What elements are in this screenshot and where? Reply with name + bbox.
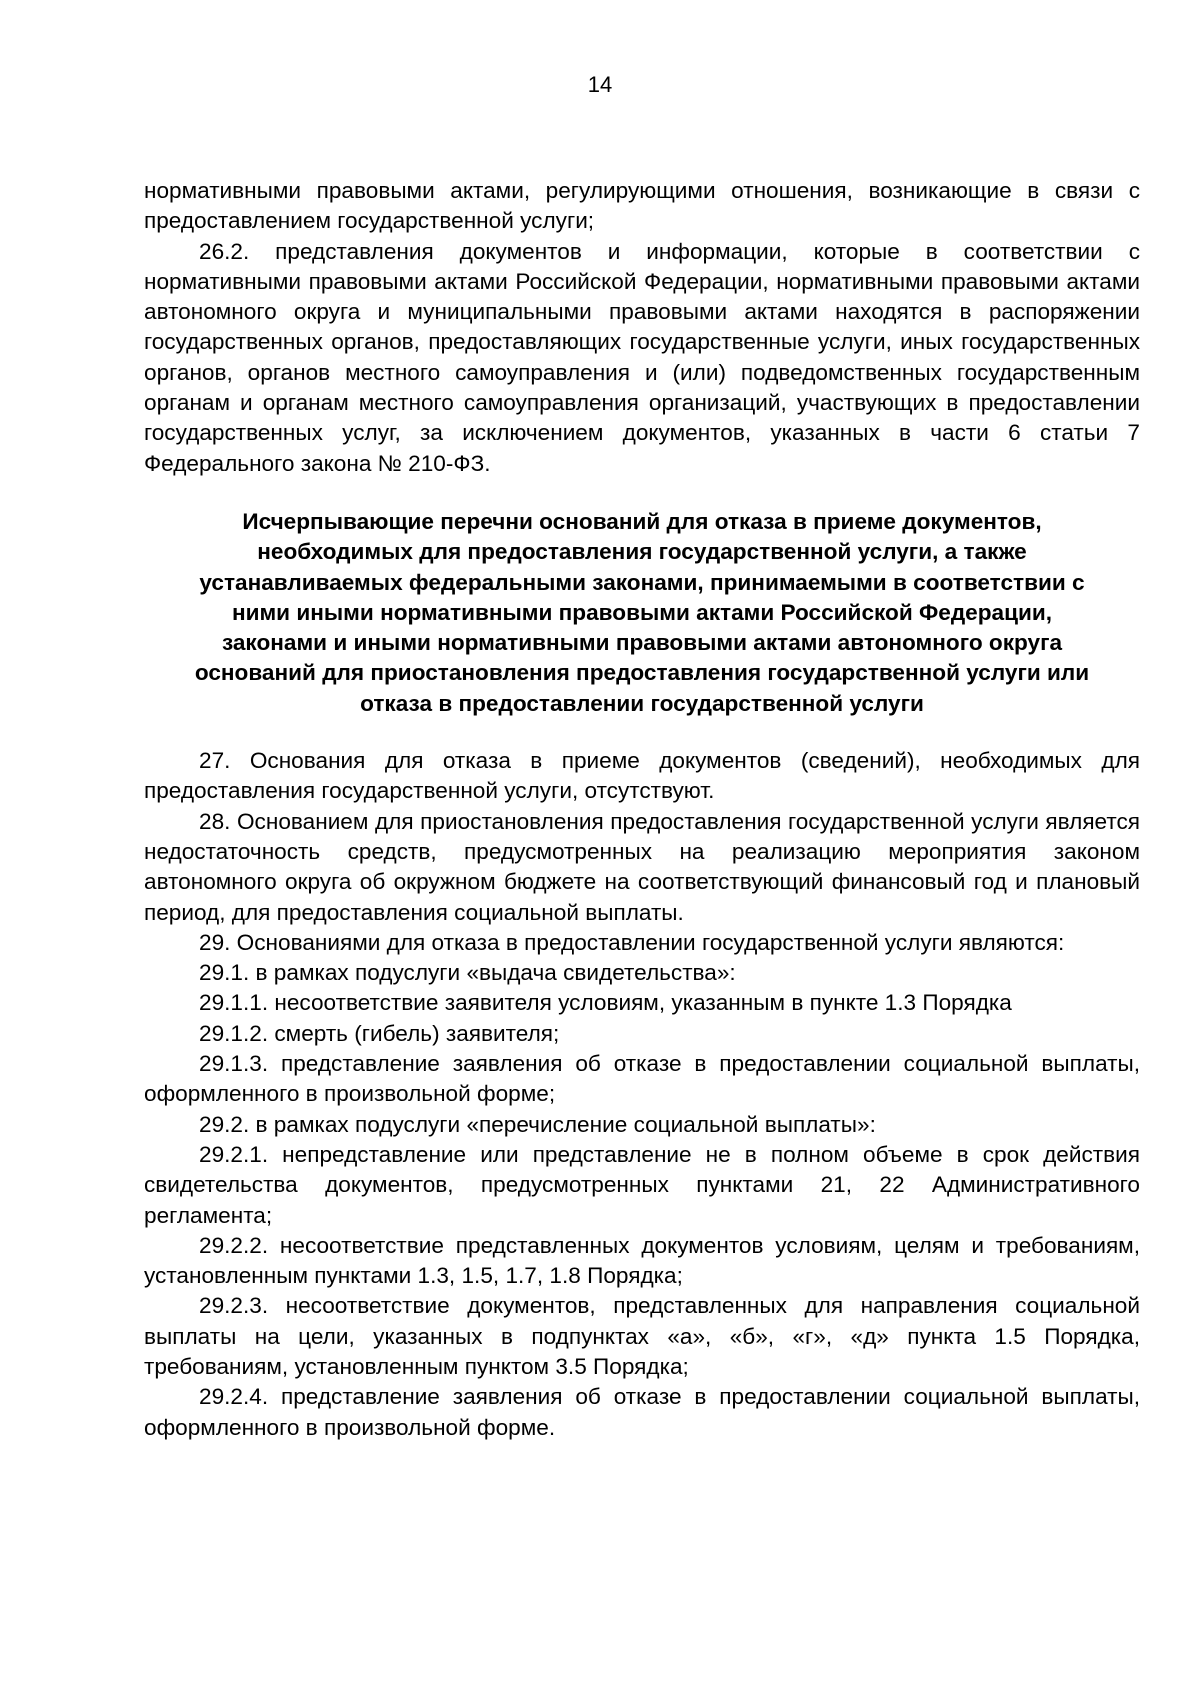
paragraph-27: 27. Основания для отказа в приеме документов (сведений), необходимых для предоставления государственной услуги, отсутствуют. bbox=[144, 748, 1140, 804]
paragraph-continuation: нормативными правовыми актами, регулирующими отношения, возникающие в связи с предоставлением государственной услуги; bbox=[144, 178, 1140, 234]
page-number: 14 bbox=[587, 72, 613, 97]
paragraph-29-2-2: 29.2.2. несоответствие представленных документов условиям, целям и требованиям, установленным пунктами 1.3, 1.5, 1.7, 1.8 Порядка; bbox=[144, 1232, 1140, 1289]
section-heading: Исчерпывающие перечни оснований для отказа в приеме документов, необходимых для предоставления государственной услуги, а также устанавливаемых федеральными законами, принимаемыми в соответствии с ними иными нормативными правовыми актами Российской Федерации, законами и иными нормативными правовыми актами автономного округа оснований для приостановления предоставления государственной услуги или отказа в предоставлении государственной услуги bbox=[194, 508, 1090, 716]
paragraph-29-2-3: 29.2.3. несоответствие документов, представленных для направления социальной выплаты на цели, указанных в подпунктах «а», «б», «г», «д» пункта 1.5 Порядка, требованиям, установленным пунктом 3.5 Порядка; bbox=[144, 1293, 1140, 1379]
paragraph-29-1-3: 29.1.3. представление заявления об отказе в предоставлении социальной выплаты, оформленного в произвольной форме; bbox=[144, 1051, 1140, 1107]
paragraph-28: 28. Основанием для приостановления предоставления государственной услуги является недостаточность средств, предусмотренных на реализацию мероприятия законом автономного округа об окружном бюджете на соответствующий финансовый год и плановый период, для предоставления социальной выплаты. bbox=[144, 808, 1140, 925]
paragraph-29-2-4: 29.2.4. представление заявления об отказе в предоставлении социальной выплаты, оформленного в произвольной форме. bbox=[144, 1384, 1140, 1440]
paragraph-29-1-2: 29.1.2. смерть (гибель) заявителя; bbox=[199, 1020, 560, 1046]
paragraph-29-1-1: 29.1.1. несоответствие заявителя условиям, указанным в пункте 1.3 Порядка bbox=[199, 990, 1012, 1016]
paragraph-29: 29. Основаниями для отказа в предоставлении государственной услуги являются: bbox=[199, 929, 1065, 955]
paragraph-26-2: 26.2. представления документов и информации, которые в соответствии с нормативными правовыми актами Российской Федерации, нормативными правовыми актами автономного округа и муниципальными правовыми актами находятся в распоряжении государственных органов, предоставляющих государственные услуги, иных государственных органов, органов местного самоуправления и (или) подведомственных государственным органам и органам местного самоуправления организаций, участвующих в предоставлении государственных услуг, за исключением документов, указанных в части 6 статьи 7 Федерального закона № 210-ФЗ. bbox=[144, 238, 1140, 476]
document-body bbox=[144, 176, 1140, 1443]
paragraph-29-2: 29.2. в рамках подуслуги «перечисление социальной выплаты»: bbox=[199, 1111, 876, 1137]
paragraph-29-1: 29.1. в рамках подуслуги «выдача свидетельства»: bbox=[199, 960, 736, 986]
paragraph-29-2-1: 29.2.1. непредставление или представление не в полном объеме в срок действия свидетельства документов, предусмотренных пунктами 21, 22 Административного регламента; bbox=[144, 1141, 1140, 1228]
